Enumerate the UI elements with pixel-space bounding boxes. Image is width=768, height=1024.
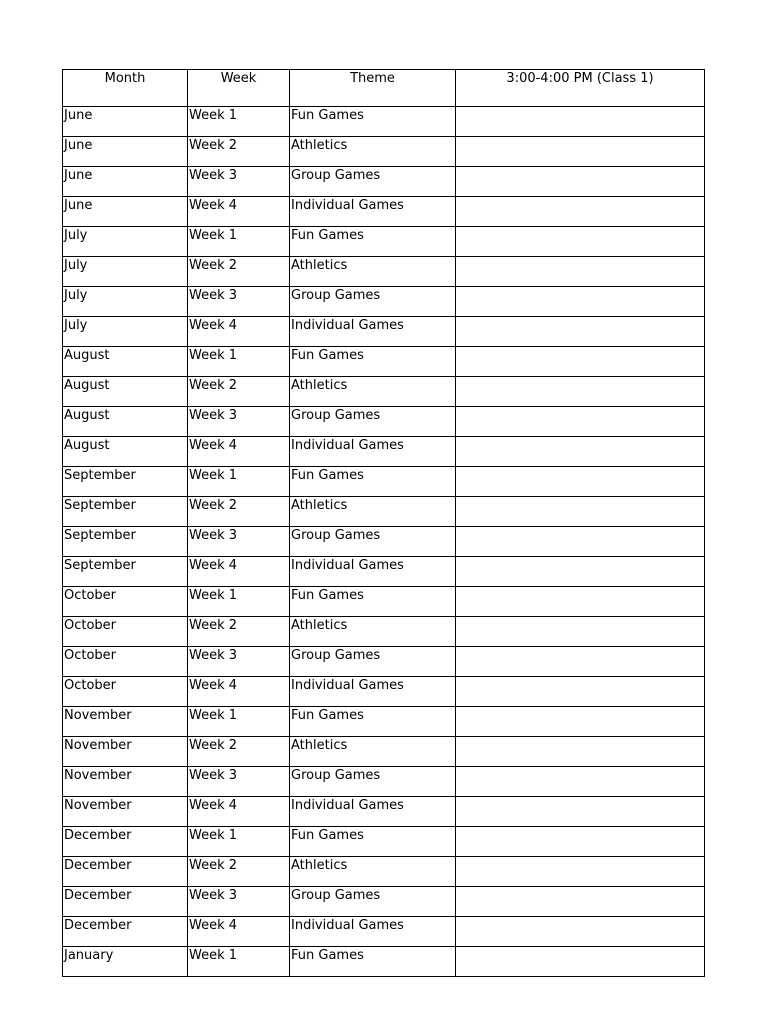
cell-class-slot bbox=[456, 617, 705, 647]
table-row bbox=[63, 407, 705, 437]
cell-week: Week 3 bbox=[188, 887, 290, 917]
schedule-table bbox=[62, 69, 705, 977]
cell-week: Week 1 bbox=[188, 827, 290, 857]
cell-month: July bbox=[63, 257, 188, 287]
cell-week: Week 1 bbox=[188, 107, 290, 137]
cell-theme: Athletics bbox=[290, 377, 456, 407]
cell-week: Week 2 bbox=[188, 497, 290, 527]
cell-class-slot bbox=[456, 437, 705, 467]
cell-week: Week 3 bbox=[188, 407, 290, 437]
cell-theme: Athletics bbox=[290, 137, 456, 167]
header-month: Month bbox=[63, 70, 188, 107]
cell-theme: Individual Games bbox=[290, 197, 456, 227]
cell-theme: Group Games bbox=[290, 527, 456, 557]
cell-month: August bbox=[63, 407, 188, 437]
cell-month: July bbox=[63, 227, 188, 257]
table-row bbox=[63, 767, 705, 797]
cell-class-slot bbox=[456, 887, 705, 917]
cell-month: June bbox=[63, 107, 188, 137]
cell-month: December bbox=[63, 917, 188, 947]
cell-week: Week 4 bbox=[188, 437, 290, 467]
cell-theme: Athletics bbox=[290, 737, 456, 767]
cell-month: November bbox=[63, 737, 188, 767]
cell-week: Week 2 bbox=[188, 857, 290, 887]
table-row bbox=[63, 827, 705, 857]
cell-class-slot bbox=[456, 797, 705, 827]
cell-month: August bbox=[63, 347, 188, 377]
cell-month: June bbox=[63, 197, 188, 227]
cell-month: September bbox=[63, 497, 188, 527]
table-row bbox=[63, 437, 705, 467]
cell-theme: Individual Games bbox=[290, 437, 456, 467]
table-row bbox=[63, 647, 705, 677]
table-row bbox=[63, 677, 705, 707]
cell-theme: Fun Games bbox=[290, 587, 456, 617]
cell-month: October bbox=[63, 677, 188, 707]
header-week: Week bbox=[188, 70, 290, 107]
cell-theme: Group Games bbox=[290, 647, 456, 677]
table-row bbox=[63, 707, 705, 737]
schedule-table-header bbox=[63, 70, 705, 107]
cell-week: Week 2 bbox=[188, 257, 290, 287]
cell-theme: Group Games bbox=[290, 887, 456, 917]
table-row bbox=[63, 227, 705, 257]
cell-month: October bbox=[63, 647, 188, 677]
table-row bbox=[63, 797, 705, 827]
cell-month: September bbox=[63, 557, 188, 587]
cell-theme: Group Games bbox=[290, 287, 456, 317]
cell-week: Week 1 bbox=[188, 227, 290, 257]
table-row bbox=[63, 557, 705, 587]
cell-class-slot bbox=[456, 137, 705, 167]
cell-class-slot bbox=[456, 317, 705, 347]
cell-week: Week 4 bbox=[188, 677, 290, 707]
cell-class-slot bbox=[456, 917, 705, 947]
header-theme: Theme bbox=[290, 70, 456, 107]
cell-class-slot bbox=[456, 557, 705, 587]
cell-theme: Individual Games bbox=[290, 917, 456, 947]
cell-theme: Fun Games bbox=[290, 107, 456, 137]
cell-week: Week 4 bbox=[188, 197, 290, 227]
table-row bbox=[63, 467, 705, 497]
cell-class-slot bbox=[456, 587, 705, 617]
cell-class-slot bbox=[456, 467, 705, 497]
cell-class-slot bbox=[456, 707, 705, 737]
cell-month: December bbox=[63, 887, 188, 917]
cell-class-slot bbox=[456, 407, 705, 437]
table-row bbox=[63, 887, 705, 917]
cell-month: November bbox=[63, 767, 188, 797]
cell-class-slot bbox=[456, 287, 705, 317]
cell-class-slot bbox=[456, 947, 705, 977]
table-row bbox=[63, 167, 705, 197]
table-row bbox=[63, 257, 705, 287]
cell-class-slot bbox=[456, 227, 705, 257]
cell-month: September bbox=[63, 467, 188, 497]
header-row bbox=[63, 70, 705, 107]
cell-month: October bbox=[63, 587, 188, 617]
table-row bbox=[63, 497, 705, 527]
table-row bbox=[63, 377, 705, 407]
cell-week: Week 4 bbox=[188, 797, 290, 827]
cell-month: October bbox=[63, 617, 188, 647]
cell-class-slot bbox=[456, 827, 705, 857]
cell-class-slot bbox=[456, 347, 705, 377]
cell-class-slot bbox=[456, 737, 705, 767]
cell-class-slot bbox=[456, 857, 705, 887]
cell-week: Week 1 bbox=[188, 347, 290, 377]
cell-class-slot bbox=[456, 377, 705, 407]
cell-month: August bbox=[63, 437, 188, 467]
table-row bbox=[63, 197, 705, 227]
cell-theme: Athletics bbox=[290, 617, 456, 647]
header-class-time: 3:00-4:00 PM (Class 1) bbox=[456, 70, 705, 107]
cell-theme: Fun Games bbox=[290, 707, 456, 737]
cell-theme: Fun Games bbox=[290, 227, 456, 257]
cell-class-slot bbox=[456, 167, 705, 197]
table-row bbox=[63, 947, 705, 977]
cell-class-slot bbox=[456, 677, 705, 707]
cell-month: January bbox=[63, 947, 188, 977]
cell-month: July bbox=[63, 287, 188, 317]
cell-theme: Individual Games bbox=[290, 677, 456, 707]
cell-week: Week 1 bbox=[188, 947, 290, 977]
cell-week: Week 3 bbox=[188, 167, 290, 197]
cell-week: Week 1 bbox=[188, 587, 290, 617]
cell-month: August bbox=[63, 377, 188, 407]
table-row bbox=[63, 107, 705, 137]
cell-theme: Group Games bbox=[290, 167, 456, 197]
cell-theme: Athletics bbox=[290, 497, 456, 527]
schedule-table-body bbox=[63, 107, 705, 977]
cell-theme: Fun Games bbox=[290, 827, 456, 857]
cell-month: December bbox=[63, 827, 188, 857]
table-row bbox=[63, 737, 705, 767]
cell-class-slot bbox=[456, 107, 705, 137]
cell-week: Week 2 bbox=[188, 617, 290, 647]
cell-theme: Group Games bbox=[290, 767, 456, 797]
cell-month: June bbox=[63, 167, 188, 197]
cell-month: June bbox=[63, 137, 188, 167]
cell-theme: Athletics bbox=[290, 257, 456, 287]
cell-theme: Fun Games bbox=[290, 947, 456, 977]
cell-week: Week 4 bbox=[188, 317, 290, 347]
table-row bbox=[63, 617, 705, 647]
cell-theme: Fun Games bbox=[290, 467, 456, 497]
table-row bbox=[63, 857, 705, 887]
table-row bbox=[63, 917, 705, 947]
table-row bbox=[63, 347, 705, 377]
cell-week: Week 2 bbox=[188, 737, 290, 767]
cell-class-slot bbox=[456, 527, 705, 557]
cell-week: Week 2 bbox=[188, 377, 290, 407]
cell-week: Week 3 bbox=[188, 527, 290, 557]
cell-week: Week 3 bbox=[188, 767, 290, 797]
table-row bbox=[63, 287, 705, 317]
cell-theme: Group Games bbox=[290, 407, 456, 437]
cell-week: Week 3 bbox=[188, 287, 290, 317]
cell-week: Week 4 bbox=[188, 917, 290, 947]
cell-month: December bbox=[63, 857, 188, 887]
cell-theme: Individual Games bbox=[290, 317, 456, 347]
cell-theme: Athletics bbox=[290, 857, 456, 887]
cell-month: September bbox=[63, 527, 188, 557]
cell-class-slot bbox=[456, 647, 705, 677]
cell-theme: Individual Games bbox=[290, 797, 456, 827]
cell-class-slot bbox=[456, 497, 705, 527]
cell-class-slot bbox=[456, 767, 705, 797]
cell-class-slot bbox=[456, 257, 705, 287]
cell-week: Week 2 bbox=[188, 137, 290, 167]
cell-week: Week 4 bbox=[188, 557, 290, 587]
cell-month: July bbox=[63, 317, 188, 347]
table-row bbox=[63, 587, 705, 617]
cell-month: November bbox=[63, 707, 188, 737]
cell-theme: Individual Games bbox=[290, 557, 456, 587]
cell-week: Week 3 bbox=[188, 647, 290, 677]
cell-class-slot bbox=[456, 197, 705, 227]
table-row bbox=[63, 317, 705, 347]
cell-month: November bbox=[63, 797, 188, 827]
cell-theme: Fun Games bbox=[290, 347, 456, 377]
cell-week: Week 1 bbox=[188, 707, 290, 737]
table-row bbox=[63, 527, 705, 557]
table-row bbox=[63, 137, 705, 167]
cell-week: Week 1 bbox=[188, 467, 290, 497]
